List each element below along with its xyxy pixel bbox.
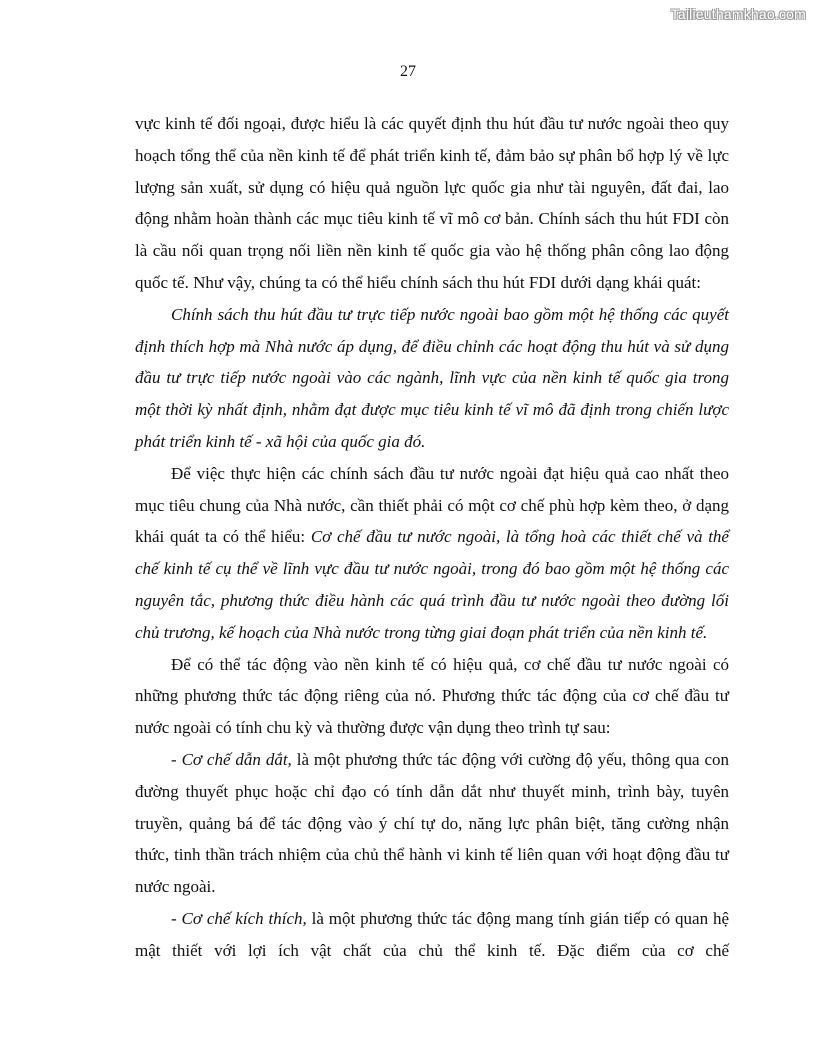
watermark: Tailieuthamkhao.com xyxy=(670,6,806,22)
guiding-mechanism-text: là một phương thức tác động với cường độ yếu, thông qua con đường thuyết phục hoặc chỉ đạo có tính dẫn dắt như thuyết minh, trình bày, tuyên truyền, quảng bá để tác động vào ý chí tự do, năng lực phân biệt, tăng cường nhận thức, tinh thần trách nhiệm của chủ thể hành vi kinh tế liên quan với hoạt động đầu tư nước ngoài. xyxy=(135,749,729,897)
list-dash: - xyxy=(171,749,182,769)
stimulating-mechanism-term: Cơ chế kích thích, xyxy=(181,908,307,928)
page-number: 27 xyxy=(400,63,416,80)
paragraph-fdi-policy: vực kinh tế đối ngoại, được hiểu là các quyết định thu hút đầu tư nước ngoài theo quy hoạch tổng thể của nền kinh tế để phát triển kinh tế, đảm bảo sự phân bổ hợp lý về lực lượng sản xuất, sử dụng có hiệu quả nguồn lực quốc gia như tài nguyên, đất đai, lao động nhằm hoàn thành các mục tiêu kinh tế vĩ mô cơ bản. Chính sách thu hút FDI còn là cầu nối quan trọng nối liền nền kinh tế quốc gia vào hệ thống phân công lao động quốc tế. Như vậy, chúng ta có thể hiểu chính sách thu hút FDI dưới dạng khái quát: xyxy=(135,114,729,292)
paragraph-investment-mechanism xyxy=(135,458,729,649)
mechanism-definition-text: Cơ chế đầu tư nước ngoài, là tổng hoà các thiết chế và thể chế kinh tế cụ thể về lĩnh vực đầu tư nước ngoài, trong đó bao gồm một hệ thống các nguyên tắc, phương thức điều hành các quá trình đầu tư nước ngoài theo đường lối chủ trương, kế hoạch của Nhà nước trong từng giai đoạn phát triển của nền kinh tế. xyxy=(135,527,729,642)
paragraph-guiding-mechanism xyxy=(135,744,729,903)
paragraph-fdi-definition: Chính sách thu hút đầu tư trực tiếp nước ngoài bao gồm một hệ thống các quyết định thích hợp mà Nhà nước áp dụng, để điều chỉnh các hoạt động thu hút và sử dụng đầu tư trực tiếp nước ngoài vào các ngành, lĩnh vực của nền kinh tế quốc gia trong một thời kỳ nhất định, nhằm đạt được mục tiêu kinh tế vĩ mô đã định trong chiến lược phát triển kinh tế - xã hội của quốc gia đó. xyxy=(135,304,729,451)
paragraph-mechanism-methods: Để có thể tác động vào nền kinh tế có hiệu quả, cơ chế đầu tư nước ngoài có những phương thức tác động riêng của nó. Phương thức tác động của cơ chế đầu tư nước ngoài có tính chu kỳ và thường được vận dụng theo trình tự sau: xyxy=(135,654,729,738)
stimulating-mechanism-text: là một phương thức tác động mang tính gián tiếp có quan hệ mật thiết với lợi ích vật chất của chủ thể kinh tế. Đặc điểm của cơ chế xyxy=(135,908,729,960)
list-dash: - xyxy=(171,908,182,928)
guiding-mechanism-term: Cơ chế dẫn dắt, xyxy=(181,749,292,769)
paragraph-stimulating-mechanism xyxy=(135,903,729,967)
document-body xyxy=(135,108,729,967)
mechanism-intro-text: Để việc thực hiện các chính sách đầu tư nước ngoài đạt hiệu quả cao nhất theo mục tiêu chung của Nhà nước, cần thiết phải có một cơ chế phù hợp kèm theo, ở dạng khái quát ta có thể hiểu: xyxy=(135,463,729,547)
